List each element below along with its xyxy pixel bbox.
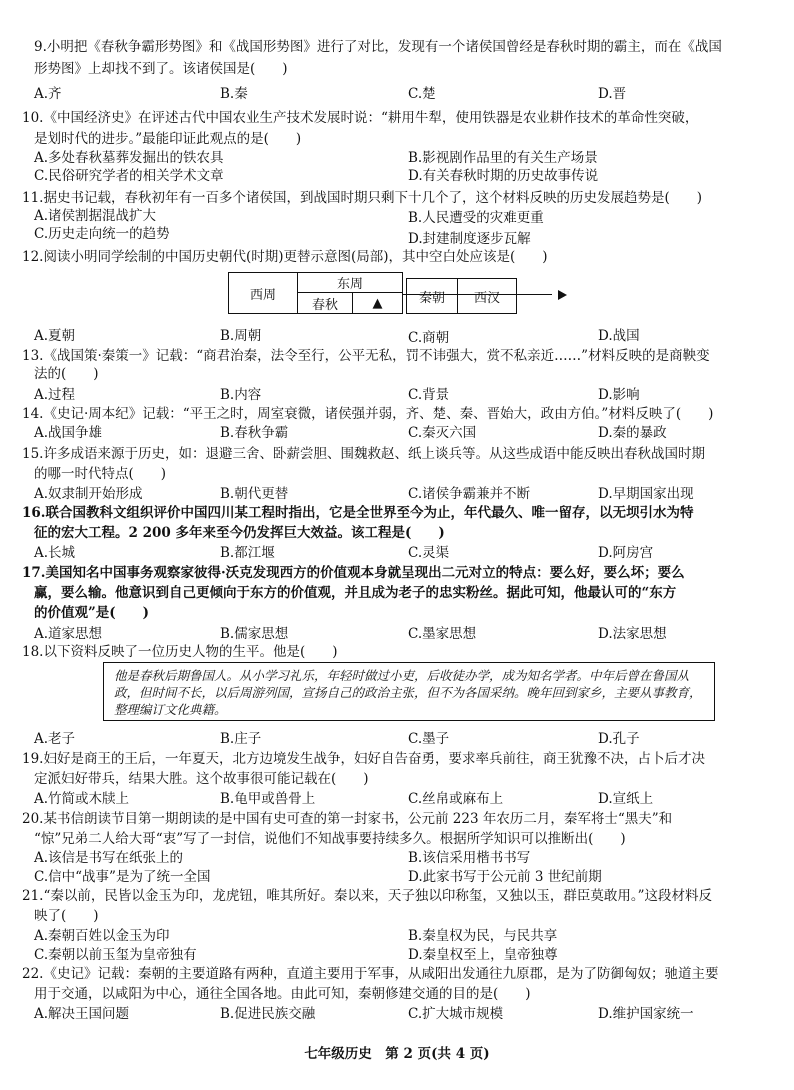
q10-option-d: D.有关春秋时期的历史故事传说 bbox=[408, 168, 599, 184]
q22-option-b: B.促进民族交融 bbox=[220, 1006, 316, 1022]
q15-option-c: C.诸侯争霸兼并不断 bbox=[408, 486, 531, 502]
q21-stem-1: 21.“秦以前，民皆以金玉为印，龙虎钮，唯其所好。秦以来，天子独以印称玺，又独以玉，群臣莫敢用。”这段材料反 bbox=[22, 888, 713, 904]
timeline-cell-chunqiu: 春秋 bbox=[297, 292, 353, 314]
q14-option-c: C.秦灭六国 bbox=[408, 425, 477, 441]
q10-stem-1: 10.《中国经济史》在评述古代中国农业生产技术发展时说：“耕用牛犁，使用铁器是农业耕作技术的革命性突破， bbox=[22, 110, 699, 126]
q19-option-d: D.宣纸上 bbox=[598, 791, 654, 807]
q16-option-d: D.阿房宫 bbox=[598, 545, 654, 561]
q20-option-b: B.该信采用楷书书写 bbox=[408, 850, 531, 866]
q12-option-b: B.周朝 bbox=[220, 328, 262, 344]
q12-timeline-diagram bbox=[228, 268, 560, 316]
q10-stem-2: 是划时代的进步。”最能印证此观点的是( ) bbox=[34, 131, 302, 147]
q9-option-a: A.齐 bbox=[34, 86, 62, 102]
timeline-cell-xizhou: 西周 bbox=[228, 272, 298, 314]
q12-option-c: C.商朝 bbox=[408, 330, 450, 346]
q15-option-b: B.朝代更替 bbox=[220, 486, 289, 502]
q20-stem-1: 20.某书信朗读节目第一期朗读的是中国有史可查的第一封家书，公元前 223 年农历二月，秦军将士“黑夫”和 bbox=[22, 811, 673, 827]
q21-stem-2: 映了( ) bbox=[34, 908, 99, 924]
q11-option-c: C.历史走向统一的趋势 bbox=[34, 226, 170, 242]
timeline-cell-dongzhou: 东周 bbox=[297, 272, 403, 293]
q18-material-box: 他是春秋后期鲁国人。从小学习礼乐，年轻时做过小吏，后收徒办学，成为知名学者。中年后曾在鲁国从政，但时间不长，以后周游列国，宣扬自己的政治主张，但不为各国采纳。晚年回到家乡，主要从事教育，整理编订文化典籍。 bbox=[103, 662, 715, 721]
q11-stem: 11.据史书记载，春秋初年有一百多个诸侯国，到战国时期只剩下十几个了，这个材料反映的历史发展趋势是( ) bbox=[22, 190, 703, 206]
q13-option-a: A.过程 bbox=[34, 387, 76, 403]
timeline-cell-qin: 秦朝 bbox=[406, 278, 458, 314]
q11-option-a: A.诸侯割据混战扩大 bbox=[34, 208, 157, 224]
q19-option-c: C.丝帛或麻布上 bbox=[408, 791, 504, 807]
q21-option-a: A.秦朝百姓以金玉为印 bbox=[34, 928, 170, 944]
q20-option-c: C.信中“战事”是为了统一全国 bbox=[34, 869, 211, 885]
q9-option-b: B.秦 bbox=[220, 86, 248, 102]
q17-option-a: A.道家思想 bbox=[34, 626, 103, 642]
q18-option-a: A.老子 bbox=[34, 731, 76, 747]
q17-option-c: C.墨家思想 bbox=[408, 626, 477, 642]
q22-option-d: D.维护国家统一 bbox=[598, 1006, 694, 1022]
q15-option-a: A.奴隶制开始形成 bbox=[34, 486, 143, 502]
q9-option-c: C.楚 bbox=[408, 86, 436, 102]
q15-option-d: D.早期国家出现 bbox=[598, 486, 694, 502]
q17-stem-3: 的价值观”是( ) bbox=[34, 605, 150, 621]
q12-option-d: D.战国 bbox=[598, 328, 640, 344]
page-footer: 七年级历史 第 2 页(共 4 页) bbox=[304, 1046, 490, 1062]
q13-option-b: B.内容 bbox=[220, 387, 262, 403]
q13-stem-2: 法的( ) bbox=[34, 366, 99, 382]
q10-option-b: B.影视剧作品里的有关生产场景 bbox=[408, 150, 598, 166]
q14-option-d: D.秦的暴政 bbox=[598, 425, 667, 441]
q11-option-d: D.封建制度逐步瓦解 bbox=[408, 231, 531, 247]
q21-option-c: C.秦朝以前玉玺为皇帝独有 bbox=[34, 947, 197, 963]
q13-stem-1: 13.《战国策·秦策一》记载：“商君治秦，法令至行，公平无私，罚不讳强大，赏不私亲近……”材料反映的是商鞅变 bbox=[22, 348, 710, 364]
q21-option-d: D.秦皇权至上，皇帝独尊 bbox=[408, 947, 558, 963]
q22-option-c: C.扩大城市规模 bbox=[408, 1006, 504, 1022]
timeline-divider bbox=[402, 272, 404, 314]
q9-stem-1: 9.小明把《春秋争霸形势图》和《战国形势图》进行了对比，发现有一个诸侯国曾经是春秋时期的霸主，而在《战国 bbox=[34, 39, 722, 55]
q22-stem-2: 用于交通，以咸阳为中心，通往全国各地。由此可知，秦朝修建交通的目的是( ) bbox=[34, 986, 531, 1002]
timeline-cell-xihan: 西汉 bbox=[457, 278, 517, 314]
q20-option-d: D.此家书写于公元前 3 世纪前期 bbox=[408, 869, 602, 885]
q11-option-b: B.人民遭受的灾难更重 bbox=[408, 210, 544, 226]
q19-stem-1: 19.妇好是商王的王后，一年夏天，北方边境发生战争，妇好自告奋勇，要求率兵前往，商王犹豫不决，占卜后才决 bbox=[22, 751, 705, 767]
q17-stem-2: 赢，要么输。他意识到自己更倾向于东方的价值观，并且成为老子的忠实粉丝。据此可知，他最认可的“东方 bbox=[34, 585, 677, 601]
q14-stem: 14.《史记·周本纪》记载：“平王之时，周室衰微，诸侯强并弱，齐、楚、秦、晋始大，政由方伯。”材料反映了( ) bbox=[22, 406, 714, 422]
q16-stem-1: 16.联合国教科文组织评价中国四川某工程时指出，它是全世界至今为止，年代最久、唯一留存，以无坝引水为特 bbox=[22, 505, 694, 521]
q13-option-d: D.影响 bbox=[598, 387, 640, 403]
q14-option-b: B.春秋争霸 bbox=[220, 425, 289, 441]
timeline-axis-line bbox=[402, 294, 552, 295]
q17-stem-1: 17.美国知名中国事务观察家彼得·沃克发现西方的价值观本身就呈现出二元对立的特点：要么好，要么坏；要么 bbox=[22, 565, 685, 581]
q19-option-b: B.龟甲或兽骨上 bbox=[220, 791, 316, 807]
q9-option-d: D.晋 bbox=[598, 86, 627, 102]
q19-option-a: A.竹简或木牍上 bbox=[34, 791, 130, 807]
q10-option-a: A.多处春秋墓葬发掘出的铁农具 bbox=[34, 150, 224, 166]
q17-option-b: B.儒家思想 bbox=[220, 626, 289, 642]
q13-option-c: C.背景 bbox=[408, 387, 450, 403]
q16-option-a: A.长城 bbox=[34, 545, 76, 561]
q17-option-d: D.法家思想 bbox=[598, 626, 667, 642]
q15-stem-2: 的哪一时代特点( ) bbox=[34, 466, 167, 482]
q16-option-c: C.灵渠 bbox=[408, 545, 450, 561]
q18-stem: 18.以下资料反映了一位历史人物的生平。他是( ) bbox=[22, 644, 338, 660]
q9-stem-2: 形势图》上却找不到了。该诸侯国是( ) bbox=[34, 61, 288, 77]
q10-option-c: C.民俗研究学者的相关学术文章 bbox=[34, 168, 224, 184]
q22-option-a: A.解决王国问题 bbox=[34, 1006, 130, 1022]
q14-option-a: A.战国争雄 bbox=[34, 425, 103, 441]
q12-option-a: A.夏朝 bbox=[34, 328, 76, 344]
q22-stem-1: 22.《史记》记载：秦朝的主要道路有两种，直道主要用于军事，从咸阳出发通往九原郡，是为了防御匈奴；驰道主要 bbox=[22, 966, 719, 982]
timeline-arrow-icon bbox=[558, 290, 567, 300]
q12-stem: 12.阅读小明同学绘制的中国历史朝代(时期)更替示意图(局部)，其中空白处应该是( ) bbox=[22, 249, 548, 265]
q20-stem-2: “惊”兄弟二人给大哥“衷”写了一封信，说他们不知战事要持续多久。根据所学知识可以推断出( ) bbox=[34, 831, 626, 847]
q21-option-b: B.秦皇权为民，与民共享 bbox=[408, 928, 558, 944]
q19-stem-2: 定派妇好带兵，结果大胜。这个故事很可能记载在( ) bbox=[34, 771, 369, 787]
q16-stem-2: 征的宏大工程。2 200 多年来至今仍发挥巨大效益。该工程是( ) bbox=[34, 525, 445, 541]
q18-option-c: C.墨子 bbox=[408, 731, 450, 747]
q18-option-b: B.庄子 bbox=[220, 731, 262, 747]
timeline-cell-blank-triangle: ▲ bbox=[352, 292, 403, 314]
q15-stem-1: 15.许多成语来源于历史，如：退避三舍、卧薪尝胆、围魏救赵、纸上谈兵等。从这些成语中能反映出春秋战国时期 bbox=[22, 446, 705, 462]
q20-option-a: A.该信是书写在纸张上的 bbox=[34, 850, 184, 866]
q16-option-b: B.都江堰 bbox=[220, 545, 275, 561]
q18-option-d: D.孔子 bbox=[598, 731, 640, 747]
